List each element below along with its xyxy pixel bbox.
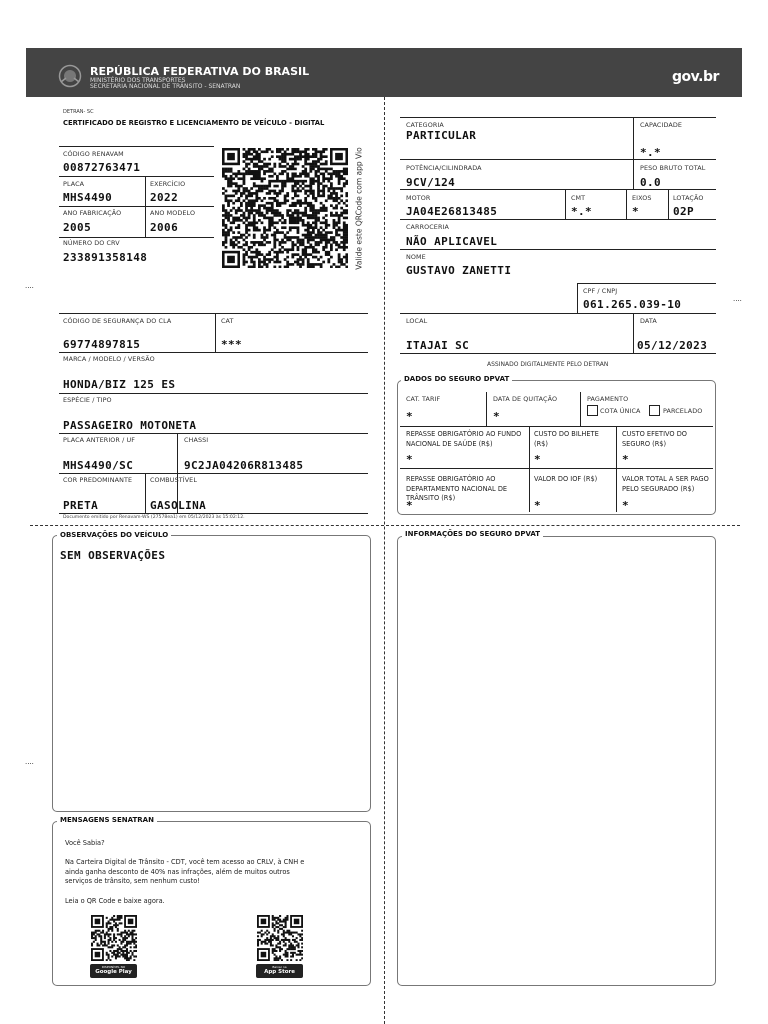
ano-fabricacao-value: 2005 bbox=[63, 221, 92, 234]
peso-label: PESO BRUTO TOTAL bbox=[640, 164, 706, 172]
header-secretariat: SECRETARIA NACIONAL DE TRÂNSITO - SENATRAN bbox=[90, 83, 241, 90]
iof-label: VALOR DO IOF (R$) bbox=[534, 475, 598, 483]
cmt-value: *.* bbox=[571, 205, 593, 218]
assinado-text: ASSINADO DIGITALMENTE PELO DETRAN bbox=[487, 361, 609, 368]
data-value: 05/12/2023 bbox=[637, 339, 708, 352]
repasse-fns-value: * bbox=[406, 453, 414, 466]
chassi-value: 9C2JA04206R813485 bbox=[184, 459, 304, 472]
info-dpvat-title: INFORMAÇÕES DO SEGURO DPVAT bbox=[402, 530, 543, 538]
marca-label: MARCA / MODELO / VERSÃO bbox=[63, 355, 155, 363]
capacidade-value: *.* bbox=[640, 146, 662, 159]
cpf-value: 061.265.039-10 bbox=[583, 298, 682, 311]
mensagens-line1: Você Sabia? bbox=[65, 839, 105, 847]
qr-code bbox=[222, 148, 348, 268]
capacidade-label: CAPACIDADE bbox=[640, 121, 683, 129]
cat-tarif-value: * bbox=[406, 410, 414, 423]
local-value: ITAJAI SC bbox=[406, 339, 470, 352]
eixos-value: * bbox=[632, 205, 640, 218]
local-label: LOCAL bbox=[406, 317, 428, 325]
emission-note: Documento emitido por Renavam-WS (27578ea1) em 05/12/2023 às 15:02:12. bbox=[63, 515, 245, 520]
categoria-value: PARTICULAR bbox=[406, 129, 477, 142]
observacoes-title: OBSERVAÇÕES DO VEÍCULO bbox=[57, 531, 171, 539]
placa-anterior-value: MHS4490/SC bbox=[63, 459, 134, 472]
cat-tarif-label: CAT. TARIF bbox=[406, 395, 441, 403]
lotacao-value: 02P bbox=[673, 205, 695, 218]
cat-label: CAT bbox=[221, 317, 234, 325]
chassi-label: CHASSI bbox=[184, 436, 209, 444]
nome-value: GUSTAVO ZANETTI bbox=[406, 264, 512, 277]
issuer: DETRAN- SC bbox=[63, 109, 94, 115]
iof-value: * bbox=[534, 499, 542, 512]
brasil-seal-icon bbox=[58, 64, 82, 88]
cut-mark: .... bbox=[733, 295, 742, 303]
google-play-badge-small: DISPONÍVEL NO bbox=[101, 965, 126, 969]
parcelado-label: PARCELADO bbox=[663, 407, 703, 415]
observacoes-text: SEM OBSERVAÇÕES bbox=[60, 549, 166, 562]
data-label: DATA bbox=[640, 317, 657, 325]
motor-label: MOTOR bbox=[406, 194, 431, 202]
cor-value: PRETA bbox=[63, 499, 99, 512]
qr-caption: Valide este QRCode com app Vio bbox=[354, 147, 364, 270]
mensagens-line2: Na Carteira Digital de Trânsito - CDT, você tem acesso ao CRLV, à CNH e ainda ganha desconto de 40% nas infrações, além de muitos outros serviços de trânsito, sem nenhum custo! bbox=[65, 858, 305, 885]
google-play-badge-label: Google Play bbox=[95, 969, 132, 975]
repasse-fns-label: REPASSE OBRIGATÓRIO AO FUNDO NACIONAL DE SAÚDE (R$) bbox=[406, 430, 522, 448]
total-label: VALOR TOTAL A SER PAGO PELO SEGURADO (R$) bbox=[622, 475, 709, 493]
placa-value: MHS4490 bbox=[63, 191, 113, 204]
app-store-badge[interactable] bbox=[256, 964, 303, 978]
especie-label: ESPÉCIE / TIPO bbox=[63, 396, 112, 404]
carroceria-value: NÃO APLICAVEL bbox=[406, 235, 498, 248]
custo-efetivo-value: * bbox=[622, 453, 630, 466]
custo-bilhete-label: CUSTO DO BILHETE (R$) bbox=[534, 430, 599, 448]
cpf-label: CPF / CNPJ bbox=[583, 287, 618, 295]
especie-value: PASSAGEIRO MOTONETA bbox=[63, 419, 197, 432]
marca-value: HONDA/BIZ 125 ES bbox=[63, 378, 176, 391]
motor-value: JA04E26813485 bbox=[406, 205, 498, 218]
header-title: REPÚBLICA FEDERATIVA DO BRASIL bbox=[90, 65, 310, 78]
eixos-label: EIXOS bbox=[632, 194, 652, 202]
custo-bilhete-value: * bbox=[534, 453, 542, 466]
cota-unica-checkbox[interactable] bbox=[587, 405, 598, 416]
carroceria-label: CARROCERIA bbox=[406, 223, 449, 231]
google-play-qr-code[interactable] bbox=[91, 915, 137, 961]
total-value: * bbox=[622, 499, 630, 512]
lotacao-label: LOTAÇÃO bbox=[673, 194, 704, 202]
observacoes-box bbox=[52, 535, 371, 812]
ano-fabricacao-label: ANO FABRICAÇÃO bbox=[63, 209, 122, 217]
exercicio-value: 2022 bbox=[150, 191, 179, 204]
app-store-badge-label: App Store bbox=[264, 969, 295, 975]
cat-value: *** bbox=[221, 338, 243, 351]
placa-anterior-label: PLACA ANTERIOR / UF bbox=[63, 436, 136, 444]
app-store-qr-code[interactable] bbox=[257, 915, 303, 961]
govbr-logo: gov.br bbox=[672, 69, 719, 85]
cota-unica-label: COTA ÚNICA bbox=[600, 407, 641, 415]
custo-efetivo-label: CUSTO EFETIVO DO SEGURO (R$) bbox=[622, 430, 687, 448]
combustivel-label: COMBUSTÍVEL bbox=[150, 476, 197, 484]
repasse-denatran-label: REPASSE OBRIGATÓRIO AO DEPARTAMENTO NACIONAL DE TRÂNSITO (R$) bbox=[406, 475, 508, 502]
nome-label: NOME bbox=[406, 253, 426, 261]
peso-value: 0.0 bbox=[640, 176, 662, 189]
quitacao-label: DATA DE QUITAÇÃO bbox=[493, 395, 558, 403]
app-store-badge-small: Baixar na bbox=[272, 965, 287, 969]
dpvat-title: DADOS DO SEGURO DPVAT bbox=[401, 375, 512, 383]
header-ministry: MINISTÉRIO DOS TRANSPORTES bbox=[90, 77, 186, 84]
cut-mark: .... bbox=[25, 758, 34, 766]
potencia-value: 9CV/124 bbox=[406, 176, 456, 189]
cmt-label: CMT bbox=[571, 194, 586, 202]
document-title: CERTIFICADO DE REGISTRO E LICENCIAMENTO DE VEÍCULO - DIGITAL bbox=[63, 119, 325, 127]
repasse-denatran-value: * bbox=[406, 499, 414, 512]
mensagens-title: MENSAGENS SENATRAN bbox=[57, 816, 157, 824]
cla-label: CÓDIGO DE SEGURANÇA DO CLA bbox=[63, 317, 172, 325]
parcelado-checkbox[interactable] bbox=[649, 405, 660, 416]
info-dpvat-box bbox=[397, 536, 716, 986]
crv-label: NÚMERO DO CRV bbox=[63, 239, 120, 247]
combustivel-value: GASOLINA bbox=[150, 499, 207, 512]
ano-modelo-value: 2006 bbox=[150, 221, 179, 234]
google-play-badge[interactable] bbox=[90, 964, 137, 978]
cla-value: 69774897815 bbox=[63, 338, 141, 351]
renavam-value: 00872763471 bbox=[63, 161, 141, 174]
horizontal-cut-line bbox=[30, 525, 740, 526]
mensagens-line3: Leia o QR Code e baixe agora. bbox=[65, 897, 165, 905]
ano-modelo-label: ANO MODELO bbox=[150, 209, 196, 217]
renavam-label: CÓDIGO RENAVAM bbox=[63, 150, 124, 158]
potencia-label: POTÊNCIA/CILINDRADA bbox=[406, 164, 482, 172]
vertical-cut-line bbox=[384, 97, 385, 1024]
cut-mark: .... bbox=[25, 282, 34, 290]
categoria-label: CATEGORIA bbox=[406, 121, 444, 129]
quitacao-value: * bbox=[493, 410, 501, 423]
pagamento-label: PAGAMENTO bbox=[587, 395, 629, 403]
placa-label: PLACA bbox=[63, 180, 85, 188]
cor-label: COR PREDOMINANTE bbox=[63, 476, 133, 484]
exercicio-label: EXERCÍCIO bbox=[150, 180, 186, 188]
crv-value: 233891358148 bbox=[63, 251, 148, 264]
